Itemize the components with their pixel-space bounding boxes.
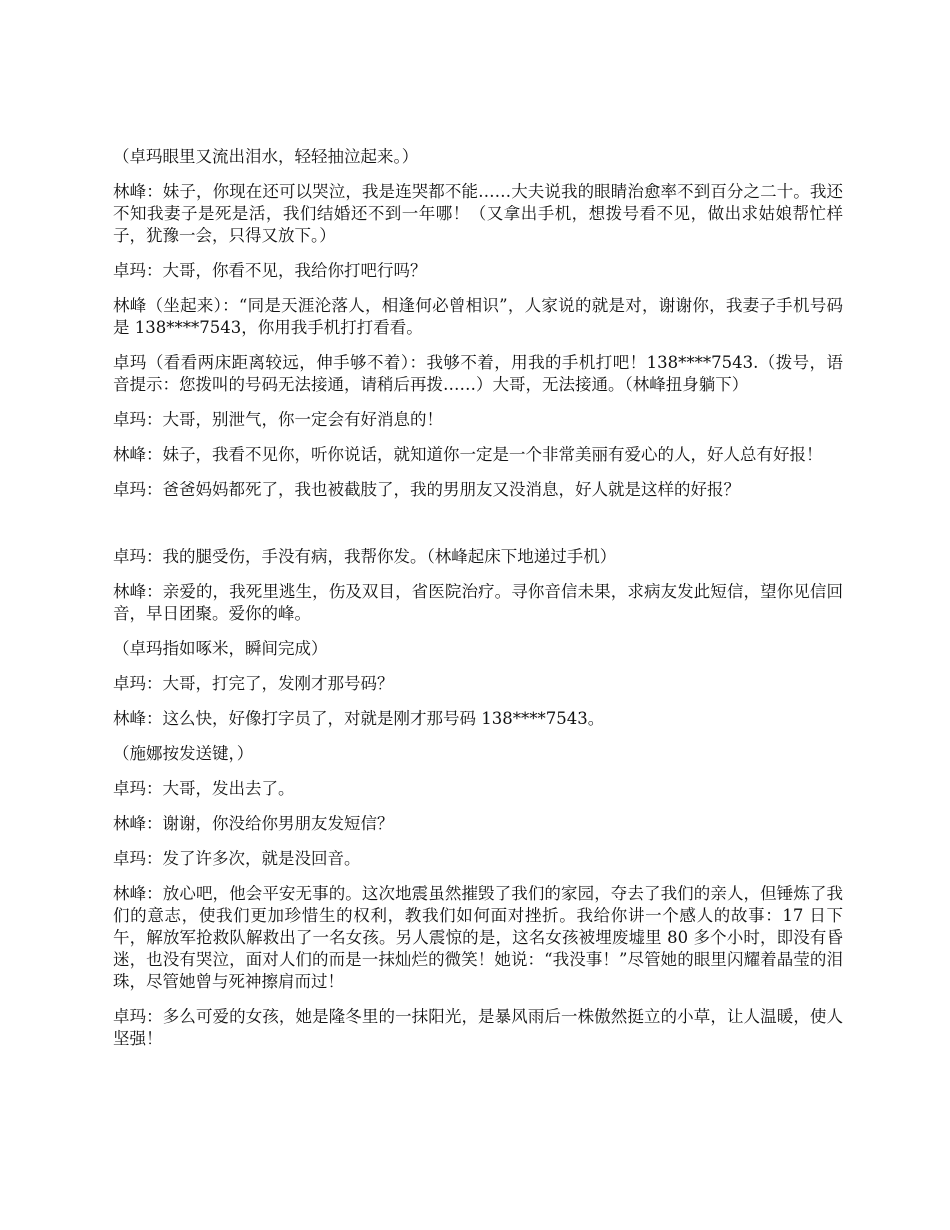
paragraph: 林峰：妹子，你现在还可以哭泣，我是连哭都不能……大夫说我的眼睛治愈率不到百分之二十。我还不知我妻子是死是活，我们结婚还不到一年哪！（又拿出手机，想拨号看不见，做出求姑娘帮忙样子，犹豫一会，只得又放下。） [113,182,843,245]
paragraph: （卓玛眼里又流出泪水，轻轻抽泣起来。） [113,147,419,166]
paragraph: 林峰：亲爱的，我死里逃生，伤及双目，省医院治疗。寻你音信未果，求病友发此短信，望你见信回音，早日团聚。爱你的峰。 [113,582,843,623]
paragraph: 卓玛：发了许多次，就是没回音。 [113,849,361,868]
paragraph: 卓玛：大哥，发出去了。 [113,779,295,798]
paragraph: 林峰（坐起来）：“同是天涯沦落人，相逢何必曾相识”，人家说的就是对，谢谢你，我妻子手机号码是 138****7543，你用我手机打打看看。 [113,296,843,337]
section-gap [113,514,843,546]
paragraph: 林峰：妹子，我看不见你，听你说话，就知道你一定是一个非常美丽有爱心的人，好人总有好报！ [113,445,823,464]
paragraph: （施娜按发送键，） [113,744,254,763]
paragraph: 卓玛：大哥，别泄气，你一定会有好消息的！ [113,410,443,429]
paragraph: 卓玛：大哥，你看不见，我给你打吧行吗？ [113,261,427,280]
paragraph: 卓玛：多么可爱的女孩，她是隆冬里的一抹阳光，是暴风雨后一株傲然挺立的小草，让人温暖，使人坚强！ [113,1007,843,1048]
paragraph: 林峰：谢谢，你没给你男朋友发短信？ [113,814,394,833]
paragraph: 卓玛：大哥，打完了，发刚才那号码？ [113,674,394,693]
paragraph: 林峰：放心吧，他会平安无事的。这次地震虽然摧毁了我们的家园，夺去了我们的亲人，但锤炼了我们的意志，使我们更加珍惜生的权利，教我们如何面对挫折。我给你讲一个感人的故事：17 日下午，解放军抢救队解救出了一名女孩。另人震惊的是，这名女孩被埋废墟里 80 多个小时，即没有昏迷，也没有哭泣，面对人们的而是一抹灿烂的微笑！她说：“我没事！”尽管她的眼里闪耀着晶莹的泪珠，尽管她曾与死神擦肩而过！ [113,884,843,991]
paragraph: 林峰：这么快，好像打字员了，对就是刚才那号码 138****7543。 [113,709,605,728]
paragraph: 卓玛（看看两床距离较远，伸手够不着）：我够不着，用我的手机打吧！138****7543.（拨号，语音提示：您拨叫的号码无法接通，请稍后再拨……）大哥，无法接通。（林峰扭身躺下） [113,353,843,394]
document-body [113,146,843,1063]
paragraph: 卓玛：我的腿受伤，手没有病，我帮你发。（林峰起床下地递过手机） [113,547,617,566]
paragraph: （卓玛指如啄米，瞬间完成） [113,639,328,658]
paragraph: 卓玛：爸爸妈妈都死了，我也被截肢了，我的男朋友又没消息，好人就是这样的好报？ [113,480,740,499]
